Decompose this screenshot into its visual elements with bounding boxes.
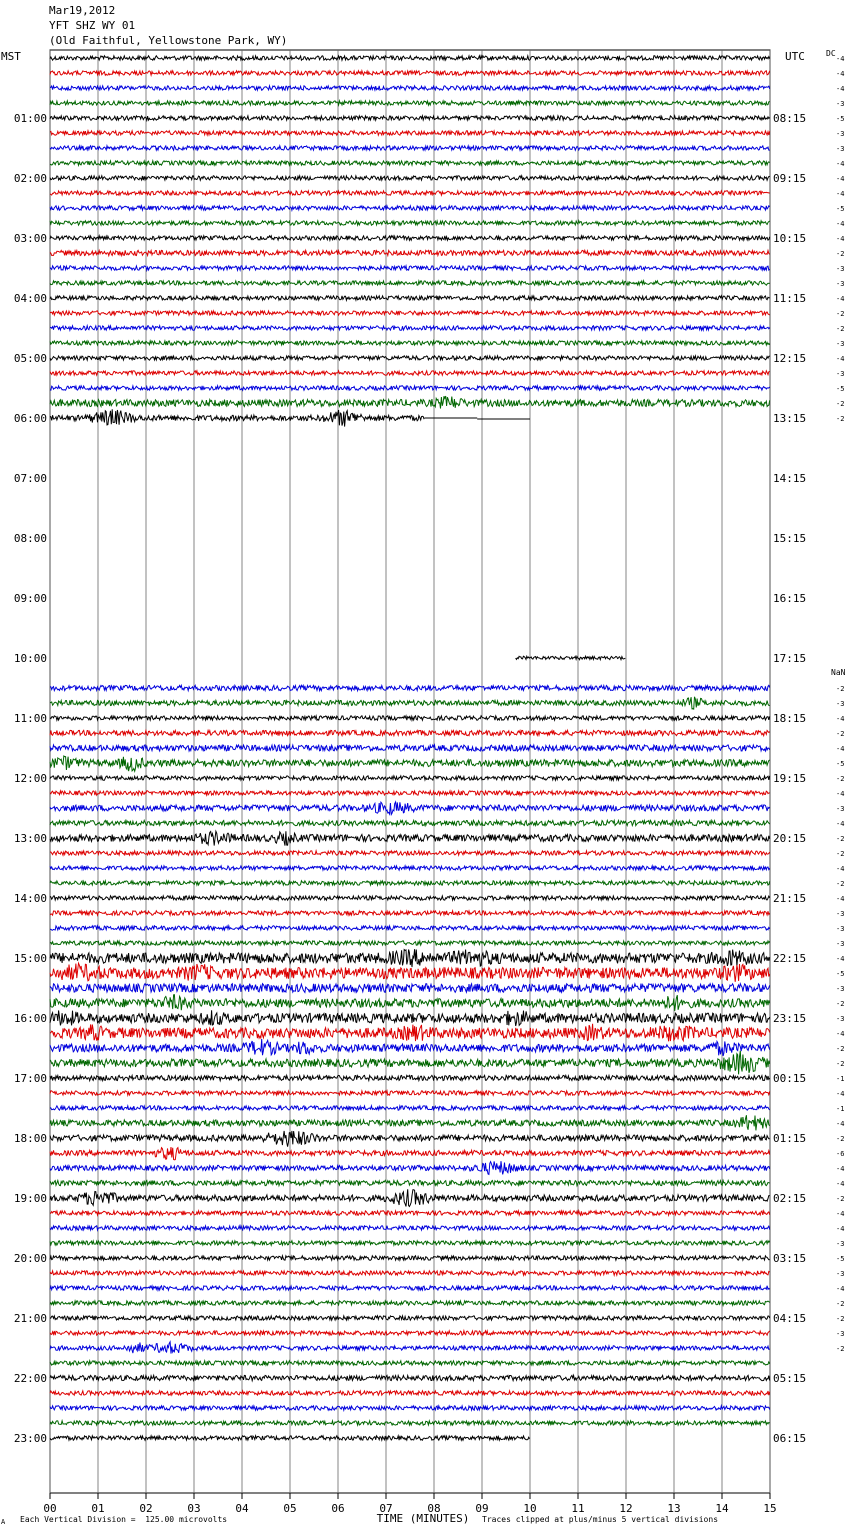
x-axis-title: TIME (MINUTES) — [376, 1512, 470, 1525]
x-tick-label: 04 — [235, 1502, 249, 1515]
x-tick-label: 01 — [91, 1502, 105, 1515]
row-offset-label: -3 — [836, 925, 845, 933]
trace-row-1 — [50, 71, 770, 75]
row-offset-label: -3 — [836, 985, 845, 993]
row-offset-label: -2 — [836, 1135, 845, 1143]
row-offset-label: -4 — [836, 235, 845, 243]
utc-hour-label: 04:15 — [773, 1312, 807, 1325]
row-offset-label: -4 — [836, 295, 845, 303]
trace-row-72 — [50, 1131, 770, 1147]
utc-hour-label: 01:15 — [773, 1132, 807, 1145]
row-offset-label: -4 — [836, 85, 845, 93]
trace-row-84 — [50, 1316, 770, 1320]
x-tick-label: 03 — [187, 1502, 201, 1515]
trace-row-46 — [50, 745, 770, 751]
row-offset-label: -2 — [836, 1060, 845, 1068]
trace-row-7 — [50, 161, 770, 165]
utc-hour-label: 19:15 — [773, 772, 807, 785]
trace-row-14 — [50, 266, 770, 270]
trace-row-75 — [50, 1180, 770, 1185]
row-offset-label: -4 — [836, 1030, 845, 1038]
row-offset-label: -2 — [836, 415, 845, 423]
trace-row-55 — [50, 881, 770, 885]
x-tick-label: 05 — [283, 1502, 297, 1515]
mst-hour-label: 11:00 — [13, 712, 47, 725]
trace-row-68 — [50, 1075, 770, 1080]
row-offset-label: -2 — [836, 880, 845, 888]
row-offset-label: -3 — [836, 1270, 845, 1278]
row-offset-label: -5 — [836, 115, 845, 123]
utc-hour-label: 23:15 — [773, 1012, 807, 1025]
dc-offset-tag: DC — [826, 49, 836, 58]
row-offset-label: -3 — [836, 130, 845, 138]
trace-row-60 — [50, 949, 770, 967]
trace-row-69 — [50, 1091, 770, 1095]
trace-row-40 — [516, 656, 626, 660]
row-offset-label: -2 — [836, 1345, 845, 1353]
x-tick-label: 09 — [475, 1502, 489, 1515]
row-offset-label: -3 — [836, 145, 845, 153]
mst-hour-label: 20:00 — [13, 1252, 47, 1265]
clip-note: Traces clipped at plus/minus 5 vertical divisions — [482, 1515, 719, 1524]
row-offset-label: -2 — [836, 1195, 845, 1203]
trace-row-44 — [50, 716, 770, 720]
right-timezone-label: UTC — [785, 50, 805, 63]
trace-row-67 — [50, 1051, 770, 1075]
row-offset-label: -2 — [836, 325, 845, 333]
row-offset-label: -4 — [836, 1180, 845, 1188]
trace-row-45 — [50, 730, 770, 735]
mst-hour-label: 09:00 — [13, 592, 47, 605]
header-date: Mar19,2012 — [49, 4, 116, 17]
row-offset-label: -1 — [836, 1105, 845, 1113]
trace-row-53 — [50, 851, 770, 855]
utc-hour-label: 00:15 — [773, 1072, 807, 1085]
trace-row-77 — [50, 1211, 770, 1215]
row-offset-label: -4 — [836, 220, 845, 228]
row-offset-label: -3 — [836, 1015, 845, 1023]
row-offset-label: -5 — [836, 385, 845, 393]
trace-row-20 — [50, 356, 770, 360]
mst-hour-label: 14:00 — [13, 892, 47, 905]
mst-hour-label: 07:00 — [13, 472, 47, 485]
row-offset-label: -4 — [836, 895, 845, 903]
row-offset-label: -4 — [836, 790, 845, 798]
trace-row-80 — [50, 1256, 770, 1260]
trace-row-82 — [50, 1286, 770, 1290]
row-offset-label: -2 — [836, 730, 845, 738]
row-offset-label: -4 — [836, 55, 845, 63]
x-tick-label: 11 — [571, 1502, 585, 1515]
row-offset-label: -2 — [836, 250, 845, 258]
row-offset-label: -2 — [836, 775, 845, 783]
row-offset-label: -4 — [836, 70, 845, 78]
row-offset-label: -3 — [836, 100, 845, 108]
trace-row-76 — [50, 1189, 770, 1206]
trace-row-49 — [50, 791, 770, 795]
trace-row-58 — [50, 926, 770, 930]
utc-hour-label: 17:15 — [773, 652, 807, 665]
utc-hour-label: 10:15 — [773, 232, 807, 245]
trace-row-42 — [50, 685, 770, 690]
row-offset-label: -3 — [836, 700, 845, 708]
mst-hour-label: 10:00 — [13, 652, 47, 665]
row-offset-label: -6 — [836, 1150, 845, 1158]
row-offset-label: -2 — [836, 835, 845, 843]
row-offset-label: -4 — [836, 160, 845, 168]
trace-row-11 — [50, 221, 770, 225]
trace-row-91 — [50, 1421, 770, 1425]
trace-row-16 — [50, 296, 770, 300]
trace-row-81 — [50, 1271, 770, 1275]
trace-row-54 — [50, 866, 770, 870]
utc-hour-label: 20:15 — [773, 832, 807, 845]
row-offset-label: -5 — [836, 1255, 845, 1263]
row-offset-label: -5 — [836, 205, 845, 213]
trace-row-52 — [50, 831, 770, 845]
x-tick-label: 12 — [619, 1502, 633, 1515]
row-offset-label: -1 — [836, 1075, 845, 1083]
header-location: (Old Faithful, Yellowstone Park, WY) — [49, 34, 288, 47]
trace-row-2 — [50, 86, 770, 90]
trace-row-13 — [50, 250, 770, 255]
row-offset-label: -4 — [836, 955, 845, 963]
utc-hour-label: 08:15 — [773, 112, 807, 125]
mst-hour-label: 17:00 — [13, 1072, 47, 1085]
row-offset-label: -2 — [836, 1315, 845, 1323]
utc-hour-label: 03:15 — [773, 1252, 807, 1265]
trace-row-3 — [50, 101, 770, 105]
row-offset-label: -3 — [836, 940, 845, 948]
row-offset-label: -4 — [836, 745, 845, 753]
row-offset-label: -4 — [836, 1210, 845, 1218]
mst-hour-label: 18:00 — [13, 1132, 47, 1145]
utc-hour-label: 21:15 — [773, 892, 807, 905]
row-offset-label: -2 — [836, 1045, 845, 1053]
trace-row-43 — [50, 697, 770, 709]
x-tick-label: 06 — [331, 1502, 345, 1515]
trace-row-21 — [50, 371, 770, 375]
row-offset-label: -2 — [836, 310, 845, 318]
trace-row-18 — [50, 326, 770, 330]
mst-hour-label: 12:00 — [13, 772, 47, 785]
row-offset-label: -2 — [836, 400, 845, 408]
utc-hour-label: 14:15 — [773, 472, 807, 485]
row-offset-label: -5 — [836, 970, 845, 978]
trace-row-12 — [50, 236, 770, 240]
utc-hour-label: 18:15 — [773, 712, 807, 725]
row-offset-label: -4 — [836, 865, 845, 873]
row-offset-label: -2 — [836, 685, 845, 693]
x-tick-label: 08 — [427, 1502, 441, 1515]
row-offset-label: -3 — [836, 1330, 845, 1338]
row-offset-label: -3 — [836, 265, 845, 273]
row-offset-label: -3 — [836, 805, 845, 813]
trace-row-15 — [50, 281, 770, 285]
mst-hour-label: 19:00 — [13, 1192, 47, 1205]
x-tick-label: 02 — [139, 1502, 153, 1515]
trace-row-51 — [50, 820, 770, 825]
utc-hour-label: 09:15 — [773, 172, 807, 185]
utc-hour-label: 15:15 — [773, 532, 807, 545]
trace-row-19 — [50, 341, 770, 345]
mst-hour-label: 03:00 — [13, 232, 47, 245]
trace-row-71 — [50, 1115, 770, 1130]
trace-row-63 — [50, 995, 770, 1011]
row-offset-label: -4 — [836, 1225, 845, 1233]
trace-row-73 — [50, 1147, 770, 1160]
trace-row-87 — [50, 1361, 770, 1365]
trace-row-5 — [50, 131, 770, 135]
row-offset-label: -3 — [836, 340, 845, 348]
nan-offset-tag: NaN — [831, 668, 846, 677]
trace-row-65 — [50, 1024, 770, 1042]
trace-row-8 — [50, 176, 770, 180]
row-offset-label: -4 — [836, 355, 845, 363]
trace-row-59 — [50, 941, 770, 945]
row-offset-label: -2 — [836, 1300, 845, 1308]
trace-row-85 — [50, 1331, 770, 1335]
row-offset-label: -3 — [836, 1240, 845, 1248]
mst-hour-label: 05:00 — [13, 352, 47, 365]
row-offset-label: -4 — [836, 1165, 845, 1173]
utc-hour-label: 16:15 — [773, 592, 807, 605]
trace-row-64 — [50, 1010, 770, 1026]
trace-row-90 — [50, 1406, 770, 1410]
mst-hour-label: 15:00 — [13, 952, 47, 965]
trace-row-47 — [50, 756, 770, 771]
trace-row-89 — [50, 1391, 770, 1395]
trace-row-62 — [50, 984, 770, 993]
trace-row-23 — [50, 396, 770, 408]
row-offset-label: -3 — [836, 280, 845, 288]
trace-row-22 — [50, 386, 770, 390]
trace-row-4 — [50, 116, 770, 120]
trace-row-24 — [50, 409, 424, 426]
utc-hour-label: 12:15 — [773, 352, 807, 365]
row-offset-label: -4 — [836, 190, 845, 198]
trace-row-17 — [50, 311, 770, 315]
mst-hour-label: 04:00 — [13, 292, 47, 305]
row-offset-label: -3 — [836, 910, 845, 918]
trace-row-83 — [50, 1301, 770, 1305]
trace-row-74 — [50, 1161, 770, 1174]
trace-row-48 — [50, 776, 770, 780]
x-tick-label: 13 — [667, 1502, 681, 1515]
trace-row-0 — [50, 56, 770, 60]
trace-row-88 — [50, 1375, 770, 1380]
utc-hour-label: 06:15 — [773, 1432, 807, 1445]
trace-row-79 — [50, 1241, 770, 1245]
trace-row-10 — [50, 206, 770, 210]
trace-row-70 — [50, 1106, 770, 1110]
header-station: YFT SHZ WY 01 — [49, 19, 136, 32]
trace-row-9 — [50, 191, 770, 195]
x-tick-label: 10 — [523, 1502, 537, 1515]
row-offset-label: -4 — [836, 1285, 845, 1293]
mst-hour-label: 22:00 — [13, 1372, 47, 1385]
trace-row-86 — [50, 1342, 770, 1354]
x-tick-label: 14 — [715, 1502, 729, 1515]
row-offset-label: -4 — [836, 820, 845, 828]
row-offset-label: -4 — [836, 1120, 845, 1128]
row-offset-label: -4 — [836, 1090, 845, 1098]
utc-hour-label: 13:15 — [773, 412, 807, 425]
corner-mark: A — [1, 1518, 6, 1526]
utc-hour-label: 05:15 — [773, 1372, 807, 1385]
row-offset-label: -5 — [836, 760, 845, 768]
x-tick-label: 15 — [763, 1502, 777, 1515]
row-offset-label: -4 — [836, 175, 845, 183]
row-offset-label: -4 — [836, 715, 845, 723]
scale-note: Each Vertical Division = 125.00 microvolts — [20, 1515, 228, 1524]
mst-hour-label: 16:00 — [13, 1012, 47, 1025]
row-offset-label: -2 — [836, 850, 845, 858]
mst-hour-label: 23:00 — [13, 1432, 47, 1445]
mst-hour-label: 02:00 — [13, 172, 47, 185]
trace-row-78 — [50, 1226, 770, 1230]
mst-hour-label: 01:00 — [13, 112, 47, 125]
utc-hour-label: 02:15 — [773, 1192, 807, 1205]
x-tick-label: 07 — [379, 1502, 393, 1515]
mst-hour-label: 08:00 — [13, 532, 47, 545]
trace-row-50 — [50, 802, 770, 815]
trace-row-66 — [50, 1039, 770, 1056]
mst-hour-label: 21:00 — [13, 1312, 47, 1325]
trace-row-6 — [50, 146, 770, 150]
trace-row-57 — [50, 911, 770, 915]
trace-row-61 — [50, 963, 770, 982]
utc-hour-label: 11:15 — [773, 292, 807, 305]
mst-hour-label: 06:00 — [13, 412, 47, 425]
row-offset-label: -2 — [836, 1000, 845, 1008]
x-tick-label: 00 — [43, 1502, 57, 1515]
utc-hour-label: 22:15 — [773, 952, 807, 965]
row-offset-label: -3 — [836, 370, 845, 378]
mst-hour-label: 13:00 — [13, 832, 47, 845]
trace-row-56 — [50, 896, 770, 900]
left-timezone-label: MST — [1, 50, 21, 63]
